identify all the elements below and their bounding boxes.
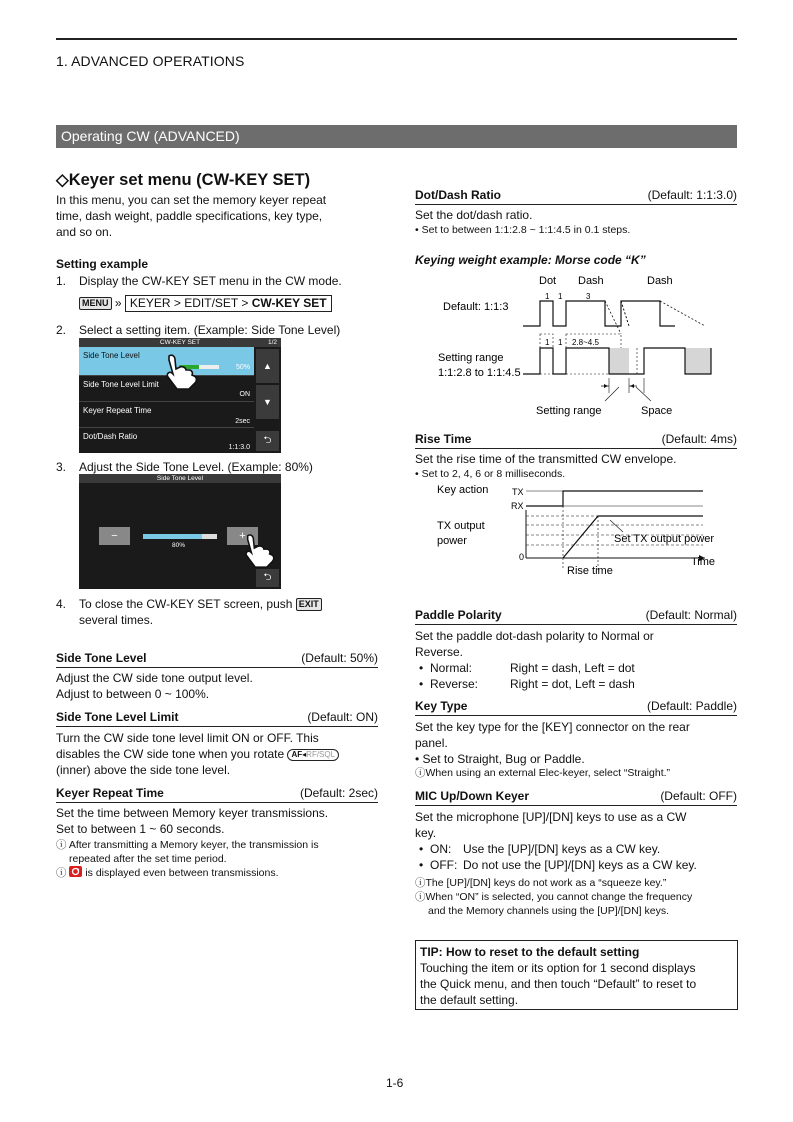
- num-bottom-2: 1: [558, 338, 563, 347]
- page-number: 1-6: [386, 1076, 404, 1090]
- dot-dash-bullet: • Set to between 1:1:2.8 ~ 1:1:4.5 in 0.1 steps.: [415, 224, 631, 236]
- key-type-header: Key Type (Default: Paddle): [415, 699, 737, 716]
- default-label: Default: 1:1:3: [443, 301, 509, 313]
- hand-pointer-icon: [242, 532, 280, 570]
- info-icon: ⓘ: [415, 877, 426, 889]
- scroll-down-button[interactable]: ▼: [256, 385, 279, 419]
- tx-label: TX: [512, 487, 524, 497]
- time-label: Time: [691, 556, 716, 568]
- default-waveform: [523, 301, 675, 326]
- key-action-label: Key action: [437, 484, 489, 496]
- rise-time-bullet: • Set to 2, 4, 6 or 8 milliseconds.: [415, 468, 566, 480]
- top-rule: [56, 38, 737, 40]
- num-bottom-1: 1: [545, 338, 550, 347]
- side-tone-limit-text: Turn the CW side tone level limit ON or OFF. This disables the CW side tone when you rotate AF◂RF/SQL (inner) above the side tone level.: [56, 730, 386, 778]
- side-tone-level-screen: [79, 474, 281, 589]
- tip-heading: TIP: How to reset to the default setting: [420, 945, 640, 959]
- menu-item-dot-dash[interactable]: Dot/Dash Ratio 1:1:3.0: [79, 427, 254, 453]
- mic-keyer-notes: ⓘThe [UP]/[DN] keys do not work as a “squeeze key.” ⓘWhen “ON” is selected, you cannot change the frequency and the Memory channels using the [UP]/[DN] keys.: [415, 877, 693, 917]
- info-icon: ⓘ: [56, 867, 67, 879]
- screen-title: CW-KEY SET: [79, 338, 281, 347]
- keying-example-heading: Keying weight example: Morse code “K”: [415, 253, 646, 267]
- screen-page: 1/2: [267, 339, 277, 346]
- range-shade-1: [609, 348, 629, 374]
- af-rf-knob-label: AF◂RF/SQL: [287, 749, 339, 761]
- num-bottom-3: 2.8~4.5: [572, 338, 599, 347]
- num-top-2: 1: [558, 292, 563, 301]
- keyer-repeat-header: Keyer Repeat Time (Default: 2sec): [56, 786, 378, 803]
- hand-pointer-icon: [163, 352, 203, 392]
- rx-label: RX: [511, 501, 524, 511]
- cw-key-set-screen: [79, 338, 281, 453]
- info-icon: ⓘ: [56, 839, 67, 851]
- screen-title: Side Tone Level: [79, 474, 281, 483]
- section-bar: Operating CW (ADVANCED): [56, 125, 737, 148]
- rise-time-label: Rise time: [567, 565, 613, 577]
- key-action-waveform: [526, 491, 703, 506]
- scroll-up-button[interactable]: ▲: [256, 349, 279, 383]
- rise-time-diagram: [415, 480, 740, 580]
- paddle-header: Paddle Polarity (Default: Normal): [415, 608, 737, 625]
- range-shade-2: [685, 348, 711, 374]
- minus-button[interactable]: −: [99, 527, 130, 545]
- dot-dash-text: Set the dot/dash ratio.: [415, 208, 533, 222]
- keyer-repeat-text: Set the time between Memory keyer transmissions. Set to between 1 ~ 60 seconds.: [56, 806, 329, 836]
- range-label-1: Setting range: [438, 352, 504, 364]
- menu-item-keyer-repeat[interactable]: Keyer Repeat Time 2sec: [79, 401, 254, 427]
- chevron-right-icon: »: [114, 296, 122, 310]
- level-slider[interactable]: [143, 534, 217, 539]
- side-tone-level-text: Adjust the CW side tone output level. Adjust to between 0 ~ 100%.: [56, 671, 253, 701]
- key-type-note: ⓘWhen using an external Elec-keyer, select “Straight.”: [415, 767, 671, 779]
- rise-time-header: Rise Time (Default: 4ms): [415, 432, 737, 449]
- step-4: 4. To close the CW-KEY SET screen, push EXIT several times.: [56, 596, 386, 612]
- menu-path-box: KEYER > EDIT/SET > CW-KEY SET: [125, 295, 332, 312]
- dash-label-2: Dash: [647, 275, 673, 287]
- menu-item-side-tone-limit[interactable]: Side Tone Level Limit ON: [79, 375, 254, 401]
- menu-key: MENU: [79, 297, 112, 310]
- rise-time-text: Set the rise time of the transmitted CW envelope.: [415, 452, 677, 466]
- zero-label: 0: [519, 552, 525, 562]
- mic-keyer-text: Set the microphone [UP]/[DN] keys to use as a CW key. • ON: Use the [UP]/[DN] keys as a CW key. • OFF: Do not use the [UP]/[DN] keys as a CW key.: [415, 810, 697, 872]
- mic-keyer-header: MIC Up/Down Keyer (Default: OFF): [415, 789, 737, 806]
- menu-item-side-tone-level[interactable]: Side Tone Level 50%: [79, 347, 254, 375]
- step-2: 2. Select a setting item. (Example: Side Tone Level): [56, 323, 341, 337]
- tx-output-label-2: power: [437, 535, 467, 547]
- setting-example-heading: Setting example: [56, 257, 149, 271]
- step-3: 3. Adjust the Side Tone Level. (Example: 80%): [56, 460, 313, 474]
- num-top-1: 1: [545, 292, 550, 301]
- side-tone-level-header: Side Tone Level (Default: 50%): [56, 651, 378, 668]
- side-tone-limit-header: Side Tone Level Limit (Default: ON): [56, 710, 378, 727]
- back-button[interactable]: ⮌: [256, 569, 279, 587]
- page-heading: [56, 170, 310, 190]
- set-tx-label: Set TX output power: [614, 533, 715, 545]
- dot-dash-header: Dot/Dash Ratio (Default: 1:1:3.0): [415, 188, 737, 205]
- step-1: 1. Display the CW-KEY SET menu in the CW mode.: [56, 274, 342, 288]
- repeat-indicator-icon: [69, 866, 82, 877]
- paddle-text: Set the paddle dot-dash polarity to Normal or Reverse. • Normal: Right = dash, Left = dot • Reverse: Right = dot, Left = dash: [415, 629, 654, 691]
- info-icon: ⓘ: [415, 767, 426, 779]
- dash-label-1: Dash: [578, 275, 604, 287]
- info-icon: ⓘ: [415, 891, 426, 903]
- keyer-repeat-notes: ⓘ After transmitting a Memory keyer, the transmission is repeated after the set time period. ⓘ is displayed even between transmissions.: [56, 839, 319, 879]
- menu-path: [79, 295, 332, 312]
- dot-label: Dot: [539, 275, 557, 287]
- plus-button[interactable]: +: [227, 527, 258, 545]
- exit-key: EXIT: [296, 598, 322, 611]
- chapter-title: 1. ADVANCED OPERATIONS: [56, 53, 245, 69]
- key-type-text: Set the key type for the [KEY] connector on the rear panel. • Set to Straight, Bug or Paddle.: [415, 720, 690, 766]
- range-label-2: 1:1:2.8 to 1:1:4.5: [438, 367, 521, 379]
- level-value: 80%: [172, 542, 186, 549]
- tip-box: TIP: How to reset to the default setting Touching the item or its option for 1 second displays the Quick menu, and then touch “Default” to reset to the default setting.: [415, 940, 738, 1010]
- page-heading-text: Keyer set menu (CW-KEY SET): [68, 171, 311, 189]
- setting-range-label: Setting range: [536, 405, 602, 417]
- intro-text: In this menu, you can set the memory keyer repeat time, dash weight, paddle specifications, key type, and so on.: [56, 193, 327, 239]
- space-label: Space: [641, 405, 673, 417]
- diamond-icon: ◇: [56, 171, 69, 189]
- back-button[interactable]: ⮌: [256, 431, 279, 451]
- num-top-3: 3: [586, 292, 591, 301]
- tx-output-label-1: TX output: [437, 520, 485, 532]
- keying-weight-diagram: [415, 268, 740, 423]
